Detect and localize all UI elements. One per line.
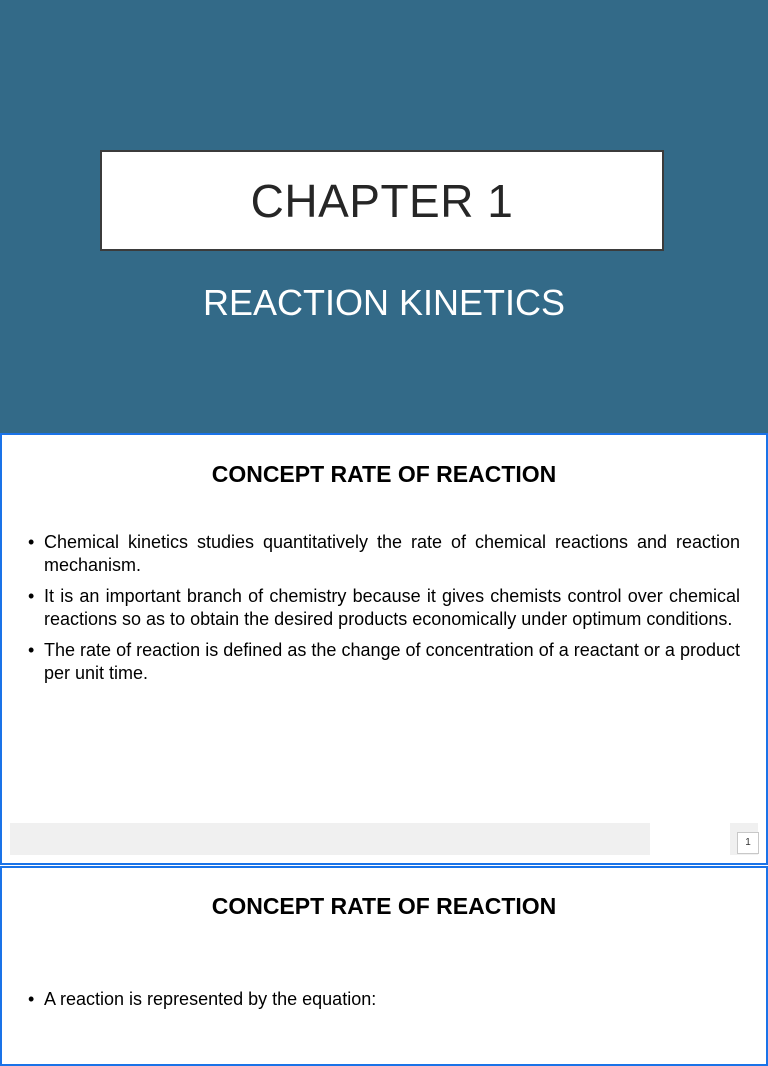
page-number: 1 — [737, 832, 759, 854]
slide-footer — [10, 823, 650, 855]
slide-1 — [0, 433, 768, 865]
bullet-item: • It is an important branch of chemistry because it gives chemists control over chemical reactions so as to obtain the desired products economically under optimum conditions. — [28, 585, 740, 631]
bullet-item: • The rate of reaction is defined as the change of concentration of a reactant or a product per unit time. — [28, 639, 740, 685]
slide-title: CONCEPT RATE OF REACTION — [211, 893, 557, 919]
chapter-subtitle: REACTION KINETICS — [202, 282, 566, 323]
slide-title: CONCEPT RATE OF REACTION — [211, 461, 557, 487]
slide-2 — [0, 866, 768, 1066]
bullet-list — [28, 988, 740, 1019]
bullet-item: • Chemical kinetics studies quantitatively the rate of chemical reactions and reaction mechanism. — [28, 531, 740, 577]
title-slide — [0, 0, 768, 433]
bullet-list — [28, 531, 740, 693]
chapter-title-box — [100, 150, 664, 251]
chapter-title: CHAPTER 1 — [250, 174, 514, 227]
bullet-item: • A reaction is represented by the equation: — [28, 988, 740, 1011]
